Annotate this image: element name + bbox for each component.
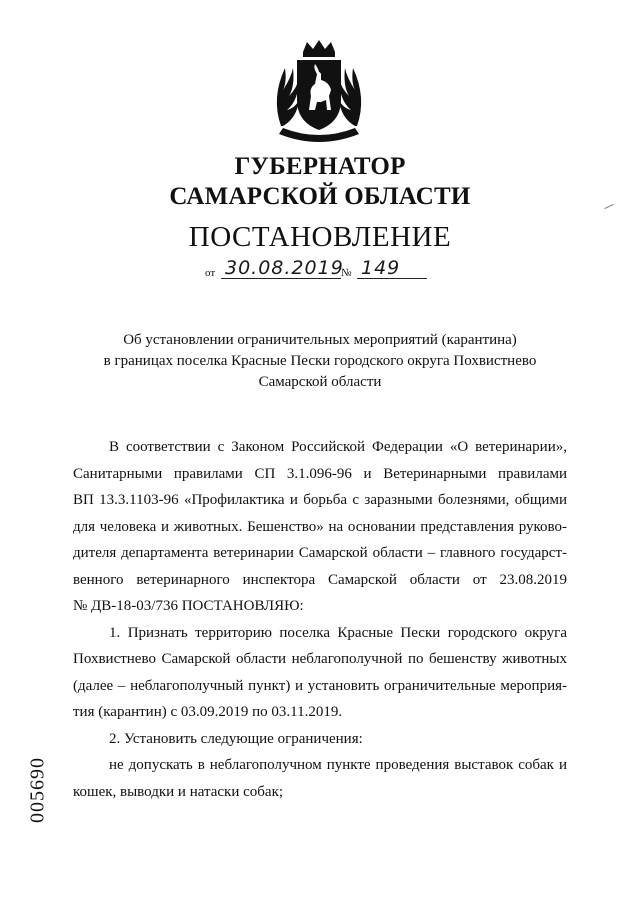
- text-line: для человека и животных. Бешенство» на основании представления руково-: [73, 518, 567, 535]
- clause-1-paragraph: [73, 620, 567, 726]
- issue-date-row: [205, 255, 445, 283]
- text-line: № ДВ-18-03/736 ПОСТАНОВЛЯЮ:: [73, 598, 304, 614]
- text-line: дителя департамента ветеринарии Самарской области – главного государст-: [73, 545, 567, 561]
- subject-line: Об установлении ограничительных мероприятий (карантина): [123, 332, 517, 348]
- text-line: 1. Признать территорию поселка Красные Пески городского округа: [109, 624, 567, 641]
- text-line: 2. Установить следующие ограничения:: [109, 730, 363, 747]
- document-subject: [60, 330, 580, 393]
- text-line: (далее – неблагополучный пункт) и установить ограничительные мероприя-: [73, 677, 567, 694]
- text-line: кошек, выводки и натаски собак;: [73, 783, 284, 800]
- text-line: не допускать в неблагополучном пункте проведения выставок собак и: [109, 757, 567, 773]
- document-body: [73, 434, 567, 805]
- text-line: тия (карантин) с 03.09.2019 по 03.11.2019.: [73, 704, 343, 720]
- serial-number: 005690: [26, 757, 49, 823]
- preamble-paragraph: [73, 434, 567, 620]
- document-type: ПОСТАНОВЛЕНИЕ: [188, 221, 452, 253]
- coat-of-arms-icon: [265, 38, 373, 146]
- restriction-paragraph: [73, 752, 567, 805]
- subject-line: Самарской области: [258, 374, 382, 390]
- handwritten-date: 30.08.2019: [225, 257, 344, 279]
- text-line: ВП 13.3.1103-96 «Профилактика и борьба с заразными болезнями, общими: [73, 492, 567, 508]
- authority-region: САМАРСКОЙ ОБЛАСТИ: [169, 183, 471, 210]
- clause-2-paragraph: [73, 726, 567, 753]
- subject-line: в границах поселка Красные Пески городского округа Похвистнево: [103, 353, 537, 369]
- text-line: венного ветеринарного инспектора Самарской области от 23.08.2019: [73, 571, 567, 588]
- from-label: от: [205, 267, 216, 279]
- text-line: Похвистнево Самарской области неблагополучной по бешенству животных: [73, 651, 567, 667]
- authority-title: ГУБЕРНАТОР: [234, 153, 406, 180]
- text-line: Санитарными правилами СП 3.1.096-96 и Ветеринарными правилами: [73, 465, 567, 482]
- number-label: №: [341, 267, 352, 279]
- handwritten-number: 149: [361, 257, 401, 279]
- serial-stamp: [18, 745, 58, 835]
- text-line: В соответствии с Законом Российской Федерации «О ветеринарии»,: [109, 439, 567, 455]
